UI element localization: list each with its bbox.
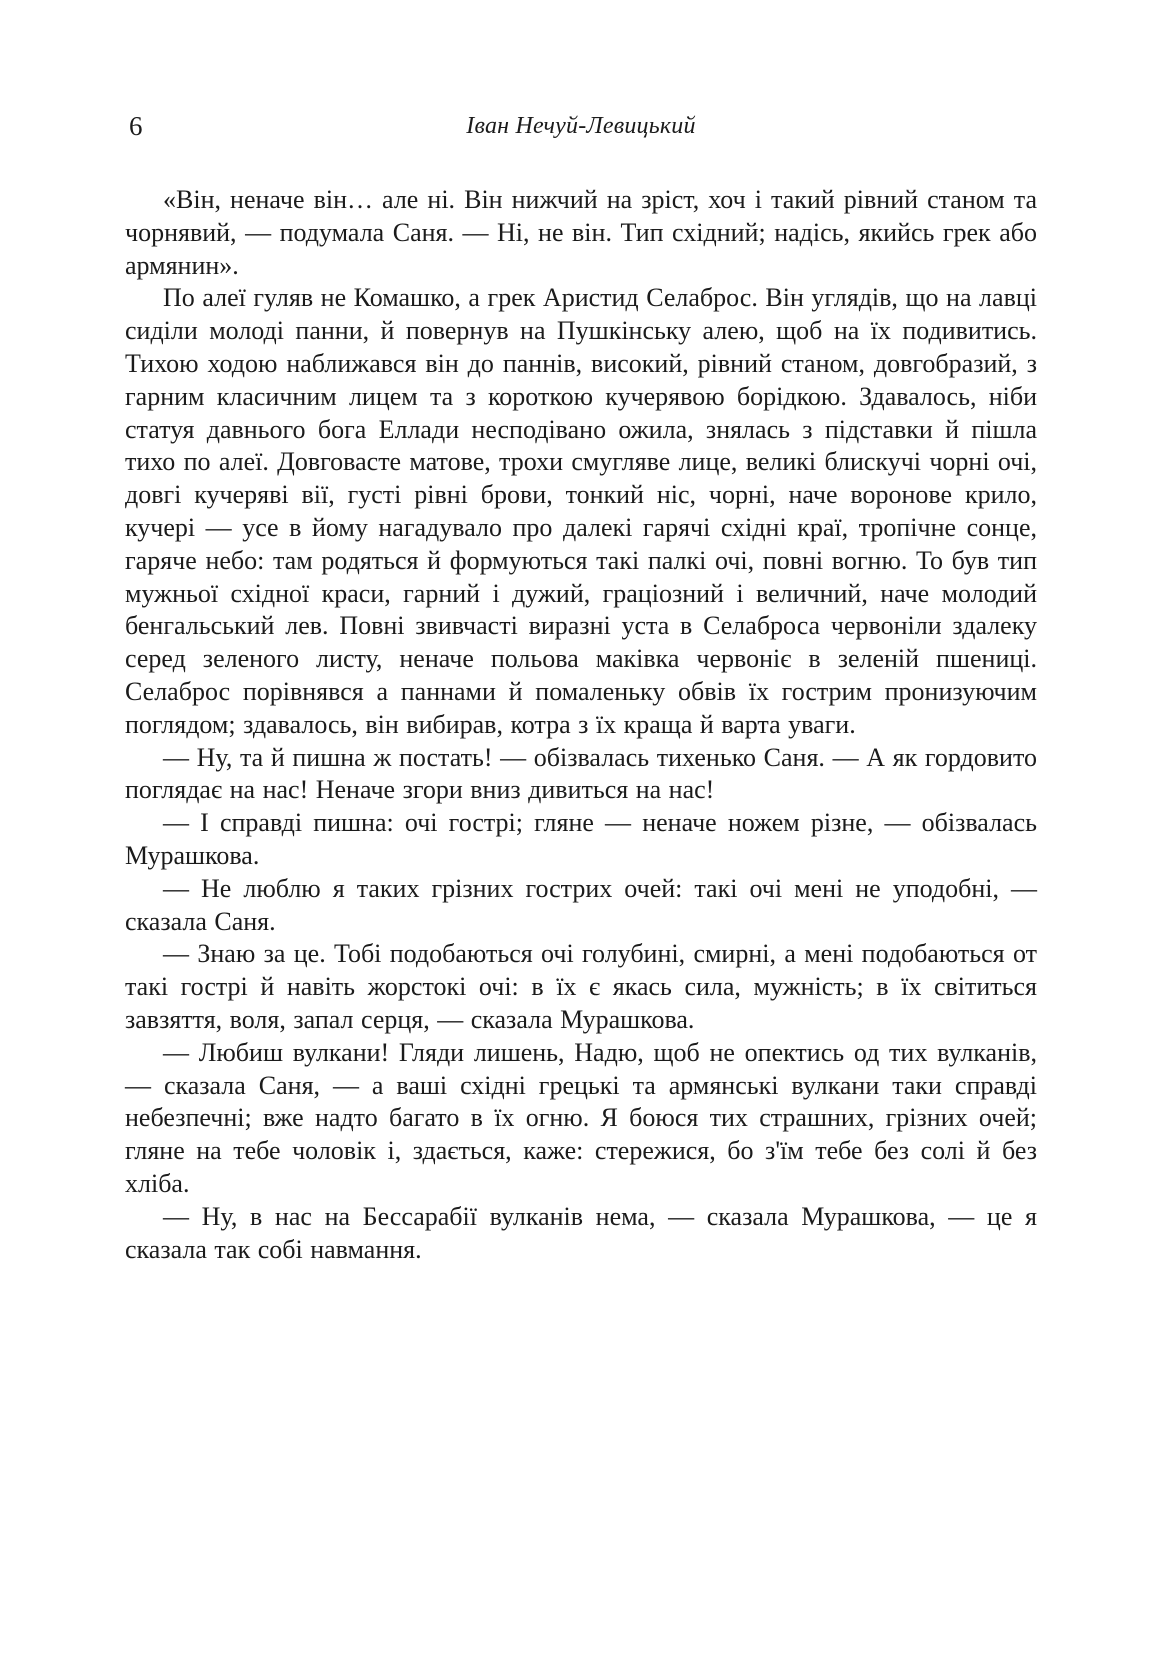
paragraph: — Ну, та й пишна ж постать! — обізвалась тихенько Саня. — А як гордовито поглядає на нас! Неначе згори вниз дивиться на нас! (125, 742, 1037, 805)
paragraph: — Знаю за це. Тобі подобаються очі голубині, смирні, а мені подобаються от такі гострі й навіть жорстокі очі: в їх є якась сила, мужність; в їх світиться завзяття, воля, запал серця, — сказала Мурашкова. (125, 939, 1037, 1034)
running-title: Іван Нечуй-Левицький (466, 113, 696, 139)
page-number: 6 (129, 111, 143, 141)
paragraph: — Любиш вулкани! Гляди лишень, Надю, щоб не опектись од тих вулканів, — сказала Саня, — а ваші східні грецькі та армянські вулкани таки справді небезпечні; вже надто багато в їх огню. Я боюся тих страшних, грізних очей; гляне на тебе чоловік і, здається, каже: стережися, бо з'їм тебе без солі й без хліба. (125, 1037, 1037, 1198)
running-head (125, 110, 1037, 142)
paragraph: — Ну, в нас на Бессарабії вулканів нема, — сказала Мурашкова, — це я сказала так собі навмання. (125, 1201, 1037, 1264)
paragraph: — І справді пишна: очі гострі; гляне — неначе ножем різне, — обізвалась Мурашкова. (125, 808, 1037, 870)
body-text (125, 184, 1037, 1266)
paragraph: — Не люблю я таких грізних гострих очей: такі очі мені не уподобні, — сказала Саня. (125, 873, 1037, 936)
paragraph: По алеї гуляв не Комашко, а грек Аристид Селаброс. Він углядів, що на лавці сиділи молоді панни, й повернув на Пушкінську алею, щоб на їх подивитись. Тихою ходою наближався він до паннів, високий, рівний станом, довгобразий, з гарним класичним лицем та з короткою кучерявою борідкою. Здавалось, ніби статуя давнього бога Еллади несподівано ожила, знялась з підставки й пішла тихо по алеї. Довговасте матове, трохи смугляве лице, великі блискучі чорні очі, довгі кучеряві вії, густі рівні брови, тонкий ніс, чорні, наче воронове крило, кучері — усе в йому нагадувало про далекі гарячі східні краї, тропічне сонце, гаряче небо: там родяться й формуються такі палкі очі, повні вогню. То був тип мужньої східної краси, гарний і дужий, граціозний і величний, наче молодий бенгальський лев. Повні звивчасті виразні уста в Селаброса червоніли здалеку серед зеленого листу, неначе польова маківка червоніє в зеленій пшениці. Селаброс порівнявся а паннами й помаленьку обвів їх гострим пронизуючим поглядом; здавалось, він вибирав, котра з їх краща й варта уваги. (125, 283, 1037, 739)
paragraph: «Він, неначе він… але ні. Він нижчий на зріст, хоч і такий рівний станом та чорнявий, — подумала Саня. — Ні, не він. Тип східний; надісь, якийсь грек або армянин». (125, 185, 1037, 280)
page-content (125, 110, 1037, 1266)
